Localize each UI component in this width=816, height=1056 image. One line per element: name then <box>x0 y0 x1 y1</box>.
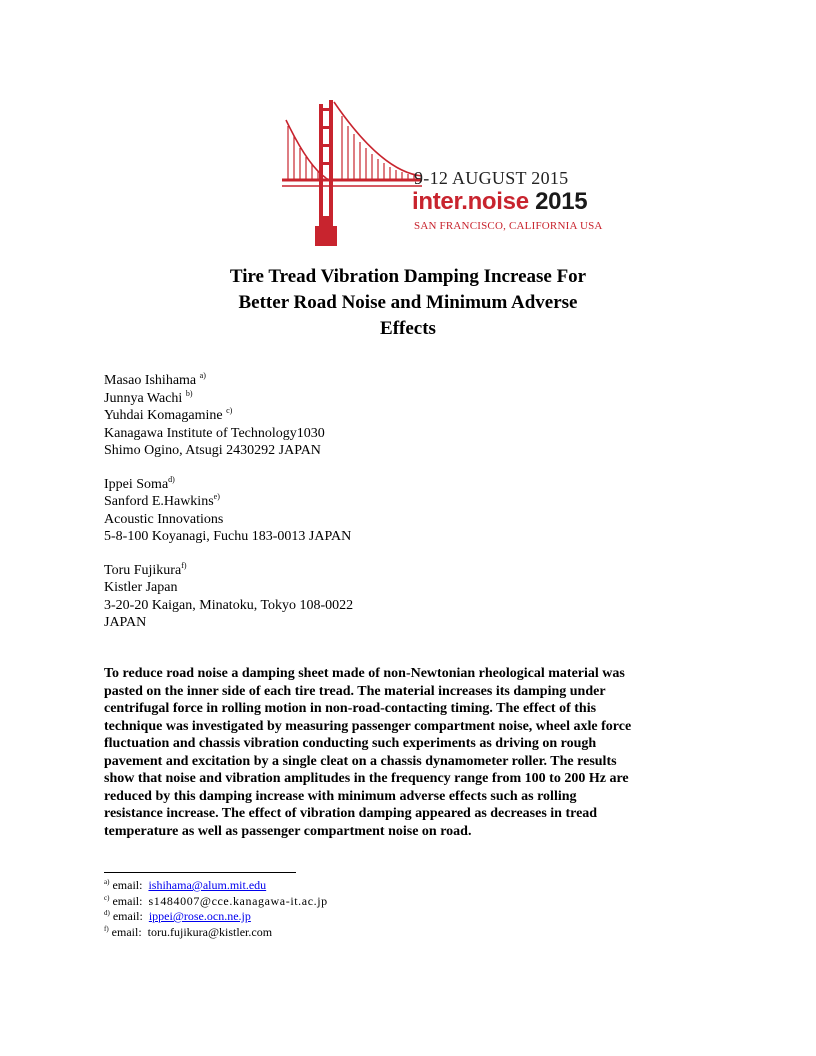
author-name <box>104 372 353 390</box>
affiliation-line: 5-8-100 Koyanagi, Fuchu 183-0013 JAPAN <box>104 529 352 544</box>
footnote-divider <box>104 872 296 873</box>
abstract <box>104 665 716 840</box>
author-affiliation-mark: e) <box>213 492 220 501</box>
affiliation-line: Shimo Ogino, Atsugi 2430292 JAPAN <box>104 443 321 458</box>
author-affiliation-mark: f) <box>181 560 187 570</box>
affiliation-line: Kanagawa Institute of Technology1030 <box>104 425 325 441</box>
author-affiliation-mark: d) <box>168 474 175 484</box>
conference-name-part2: noise <box>467 188 529 215</box>
conference-name <box>412 188 587 216</box>
paper-title-line: Effects <box>380 318 436 339</box>
conference-logo <box>282 96 603 246</box>
paper-title-line: Tire Tread Vibration Damping Increase For <box>229 266 587 287</box>
author-affiliation-mark: c) <box>226 406 233 415</box>
abstract-line: fluctuation and chassis vibration conducting such experiments as driving on rough <box>104 736 597 751</box>
conference-location: SAN FRANCISCO, CALIFORNIA USA <box>414 220 603 232</box>
footnotes <box>104 878 328 940</box>
author-name <box>104 390 353 408</box>
affiliation-line: 3-20-20 Kaigan, Minatoku, Tokyo 108-0022 <box>104 597 354 613</box>
author-affiliation-mark: b) <box>185 388 193 398</box>
footnote-mark: f) <box>104 924 109 933</box>
conference-name-part1: inter <box>412 188 462 215</box>
abstract-line: To reduce road noise a damping sheet made of non-Newtonian rheological material was <box>104 666 625 681</box>
author-name-text: Masao Ishihama <box>104 373 200 388</box>
footnote-mark: d) <box>104 909 110 917</box>
footnote <box>104 878 328 894</box>
abstract-line: temperature as well as passenger compartment noise on road. <box>104 823 472 839</box>
email-text: s1484007@cce.kanagawa-it.ac.jp <box>148 893 328 908</box>
author-name-text: Ippei Soma <box>104 476 169 492</box>
paper-title <box>150 264 666 342</box>
affiliation-line: Kistler Japan <box>104 580 178 595</box>
footnote-label: email: <box>111 924 142 939</box>
author-name-text: Sanford E.Hawkins <box>104 494 214 509</box>
author-name <box>104 562 353 580</box>
spacer <box>104 546 353 562</box>
conference-date: 9-12 AUGUST 2015 <box>414 168 569 188</box>
author-name-text: Junnya Wachi <box>104 390 186 406</box>
abstract-line: pavement and excitation by a single cleat on a chassis dynamometer roller. The results <box>104 753 617 769</box>
footnote-label: email: <box>112 878 143 892</box>
author-name <box>104 407 353 425</box>
affiliation-line: Acoustic Innovations <box>104 511 224 527</box>
email-link[interactable]: ippei@rose.ocn.ne.jp <box>148 909 251 923</box>
footnote-label: email: <box>112 893 143 908</box>
footnote <box>104 925 328 941</box>
abstract-line: resistance increase. The effect of vibration damping appeared as decreases in tread <box>104 806 598 821</box>
author-name <box>104 493 353 511</box>
footnote <box>104 909 328 925</box>
spacer <box>104 460 353 476</box>
footnote-mark: c) <box>104 893 110 902</box>
author-block <box>104 372 353 632</box>
footnote-label: email: <box>112 909 143 923</box>
author-name-text: Yuhdai Komagamine <box>104 408 227 423</box>
email-link[interactable]: ishihama@alum.mit.edu <box>148 878 267 892</box>
abstract-line: pasted on the inner side of each tire tread. The material increases its damping under <box>104 683 606 699</box>
abstract-line: centrifugal force in rolling motion in non-road-contacting timing. The effect of this <box>104 701 597 716</box>
email-text: toru.fujikura@kistler.com <box>147 924 273 939</box>
author-name <box>104 476 353 494</box>
author-affiliation-mark: a) <box>199 371 206 380</box>
conference-year: 2015 <box>528 188 588 215</box>
golden-gate-bridge-icon <box>282 96 422 246</box>
conference-name-dot: . <box>461 188 468 215</box>
abstract-line: reduced by this damping increase with minimum adverse effects such as rolling <box>104 788 577 804</box>
affiliation-line: JAPAN <box>104 615 147 630</box>
abstract-line: technique was investigated by measuring passenger compartment noise, wheel axle force <box>104 718 632 734</box>
paper-title-line: Better Road Noise and Minimum Adverse <box>238 292 578 313</box>
footnote <box>104 894 328 910</box>
footnote-mark: a) <box>104 878 110 886</box>
abstract-line: show that noise and vibration amplitudes in the frequency range from 100 to 200 Hz are <box>104 771 629 786</box>
author-name-text: Toru Fujikura <box>104 562 182 578</box>
